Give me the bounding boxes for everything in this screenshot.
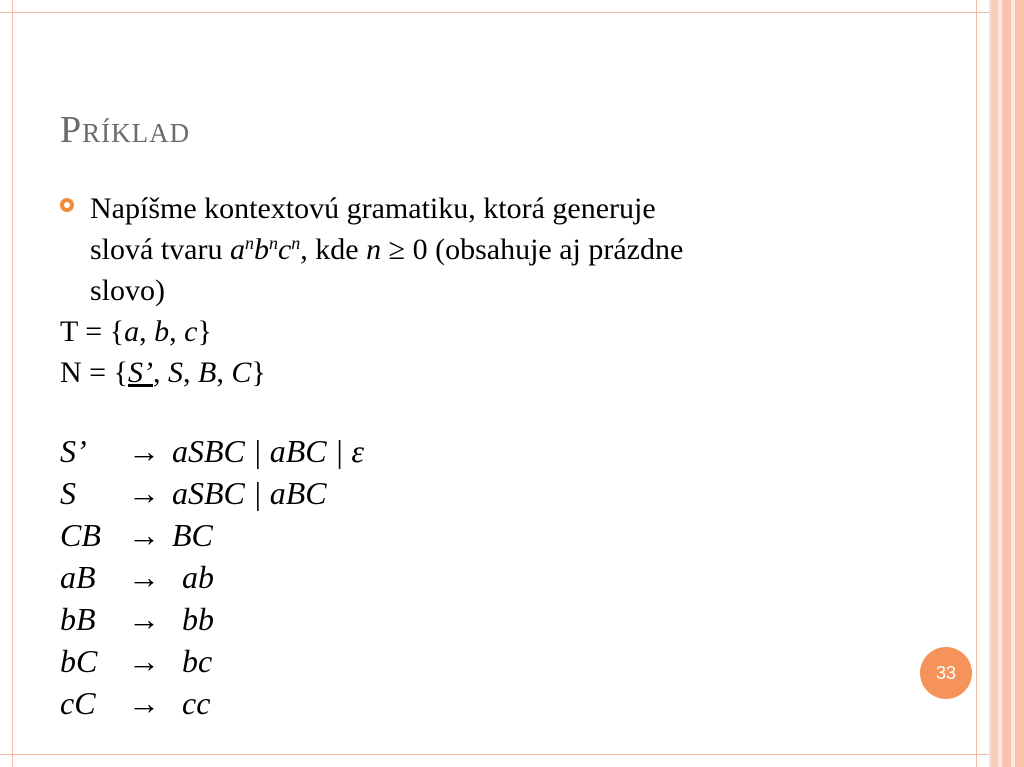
arrow-icon: → [128, 601, 160, 637]
arrow-icon: → [128, 475, 160, 511]
arrow-icon: → [128, 643, 160, 679]
arrow-icon: → [128, 433, 160, 469]
decorative-stripes [978, 0, 1024, 767]
bullet-line-2: slová tvaru $a^nb^nc^n$, kde n ≥ 0 (obsahuje aj prázdne [90, 233, 684, 266]
slide-title: Príklad [60, 109, 191, 151]
frame-top-line [0, 12, 990, 13]
frame-right-line [976, 0, 977, 767]
arrow-icon: → [128, 517, 160, 553]
frame-left-line [12, 0, 13, 767]
bullet-circle-icon [60, 198, 74, 212]
arrow-icon: → [128, 559, 160, 595]
frame-bottom-line [0, 754, 990, 755]
terminals-line: T = {a, b, c} [60, 315, 212, 348]
arrow-icon: → [128, 685, 160, 721]
bullet-line-1: Napíšme kontextovú gramatiku, ktorá generuje [90, 192, 656, 225]
page-number-badge: 33 [920, 647, 972, 699]
nonterminals-line: N = {S’, S, B, C} [60, 356, 266, 389]
bullet-paragraph [60, 188, 940, 311]
bullet-line-3: slovo) [90, 274, 165, 307]
